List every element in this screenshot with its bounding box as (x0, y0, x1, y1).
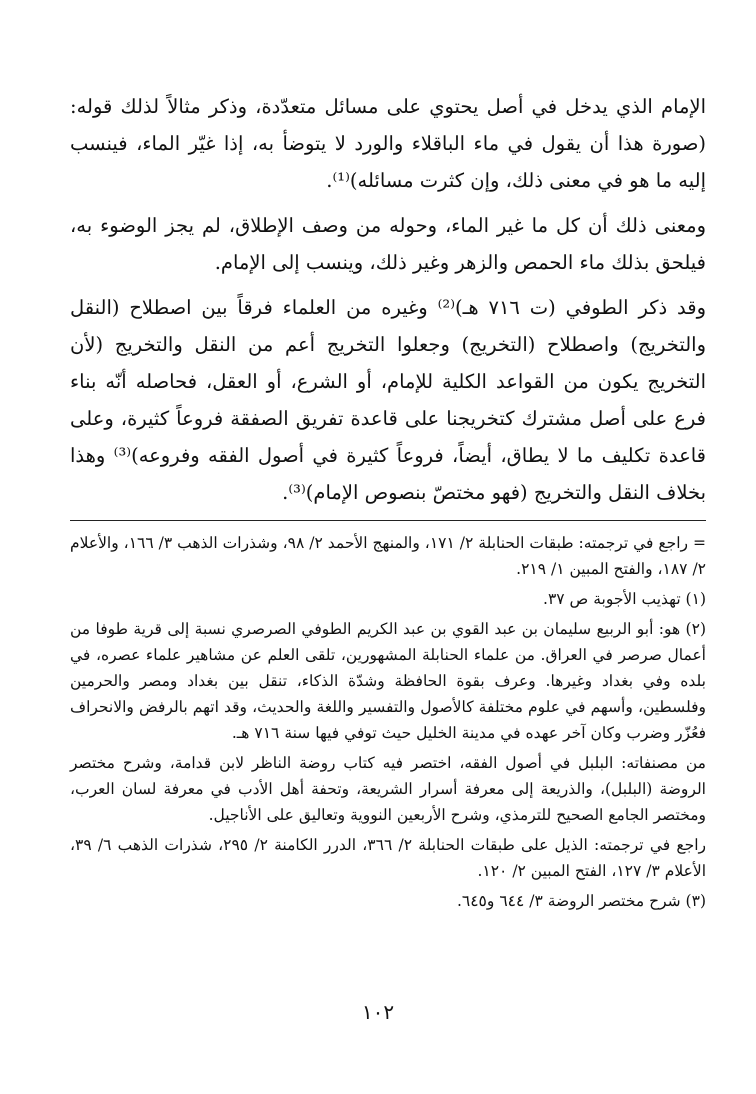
footnote-3: (٣) شرح مختصر الروضة ٣/ ٦٤٤ و٦٤٥. (456, 892, 706, 910)
footnote-separator (70, 520, 706, 521)
main-text (70, 88, 706, 511)
paragraph-1: الإمام الذي يدخل في أصل يحتوي على مسائل متعدّدة، وذكر مثالاً لذلك قوله: (صورة هذا أن يقول في ماء الباقلاء والورد لا يتوضأ به، إذا غيّر الماء، فينسب إليه ما هو في معنى ذلك، وإن كثرت مسائله)⁽¹⁾. (70, 95, 706, 192)
paragraph-2: ومعنى ذلك أن كل ما غير الماء، وحوله من وصف الإطلاق، لم يجز الوضوء به، فيلحق بذلك ماء الحمص والزهر وغير ذلك، وينسب إلى الإمام. (70, 214, 706, 274)
footnotes (70, 530, 706, 914)
footnote-continued: = راجع في ترجمته: طبقات الحنابلة ٢/ ١٧١، والمنهج الأحمد ٢/ ٩٨، وشذرات الذهب ٣/ ١٦٦، والأعلام ٢/ ١٨٧، والفتح المبين ١/ ٢١٩. (70, 534, 706, 578)
footnote-2-sources: راجع في ترجمته: الذيل على طبقات الحنابلة ٢/ ٣٦٦، الدرر الكامنة ٢/ ٢٩٥، شذرات الذهب ٦/ ٣٩، الأعلام ٣/ ١٢٧، الفتح المبين ٢/ ١٢٠. (70, 836, 706, 880)
footnote-1: (١) تهذيب الأجوبة ص ٣٧. (543, 590, 706, 608)
paragraph-3: وقد ذكر الطوفي (ت ٧١٦ هـ)⁽²⁾ وغيره من العلماء فرقاً بين اصطلاح (النقل والتخريج) واصطلاح (التخريج) وجعلوا التخريج أعم من النقل والتخريج (لأن التخريج يكون من القواعد الكلية للإمام، أو الشرع، أو العقل، فحاصله أنّه بناء فرع على أصل مشترك كتخريجنا على قاعدة تفريق الصفقة فروعاً كثيرة، وعلى قاعدة تكليف ما لا يطاق، أيضاً، فروعاً كثيرة في أصول الفقه وفروعه)⁽³⁾ وهذا بخلاف النقل والتخريج (فهو مختصّ بنصوص الإمام)⁽³⁾. (70, 296, 707, 504)
footnote-2: (٢) هو: أبو الربيع سليمان بن عبد القوي بن عبد الكريم الطوفي الصرصري نسبة إلى قرية طوفا من أعمال صرصر في العراق. من علماء الحنابلة المشهورين، تلقى العلم عن مشاهير علماء عصره، في بلده وفي بغداد وغيرها. وعرف بقوة الحافظة وشدّة الذكاء، تنقل بين بغداد ومصر والحرمين وفلسطين، وأسهم في علوم مختلفة كالأصول والتفسير واللغة والحديث، وقد اتهم بالرفض والانحراف فعُزّر وضرب وكان آخر عهده في مدينة الخليل حيث توفي فيها سنة ٧١٦ هـ. (70, 620, 706, 742)
footnote-2-works: من مصنفاته: البلبل في أصول الفقه، اختصر فيه كتاب روضة الناظر لابن قدامة، وشرح مختصر الروضة (البلبل)، والذريعة إلى معرفة أسرار الشريعة، وتحفة أهل الأدب في معرفة لسان العرب، ومختصر الجامع الصحيح للترمذي، وشرح الأربعين النووية وتعاليق على الأناجيل. (70, 754, 706, 824)
page-number: ١٠٢ (361, 1000, 395, 1024)
